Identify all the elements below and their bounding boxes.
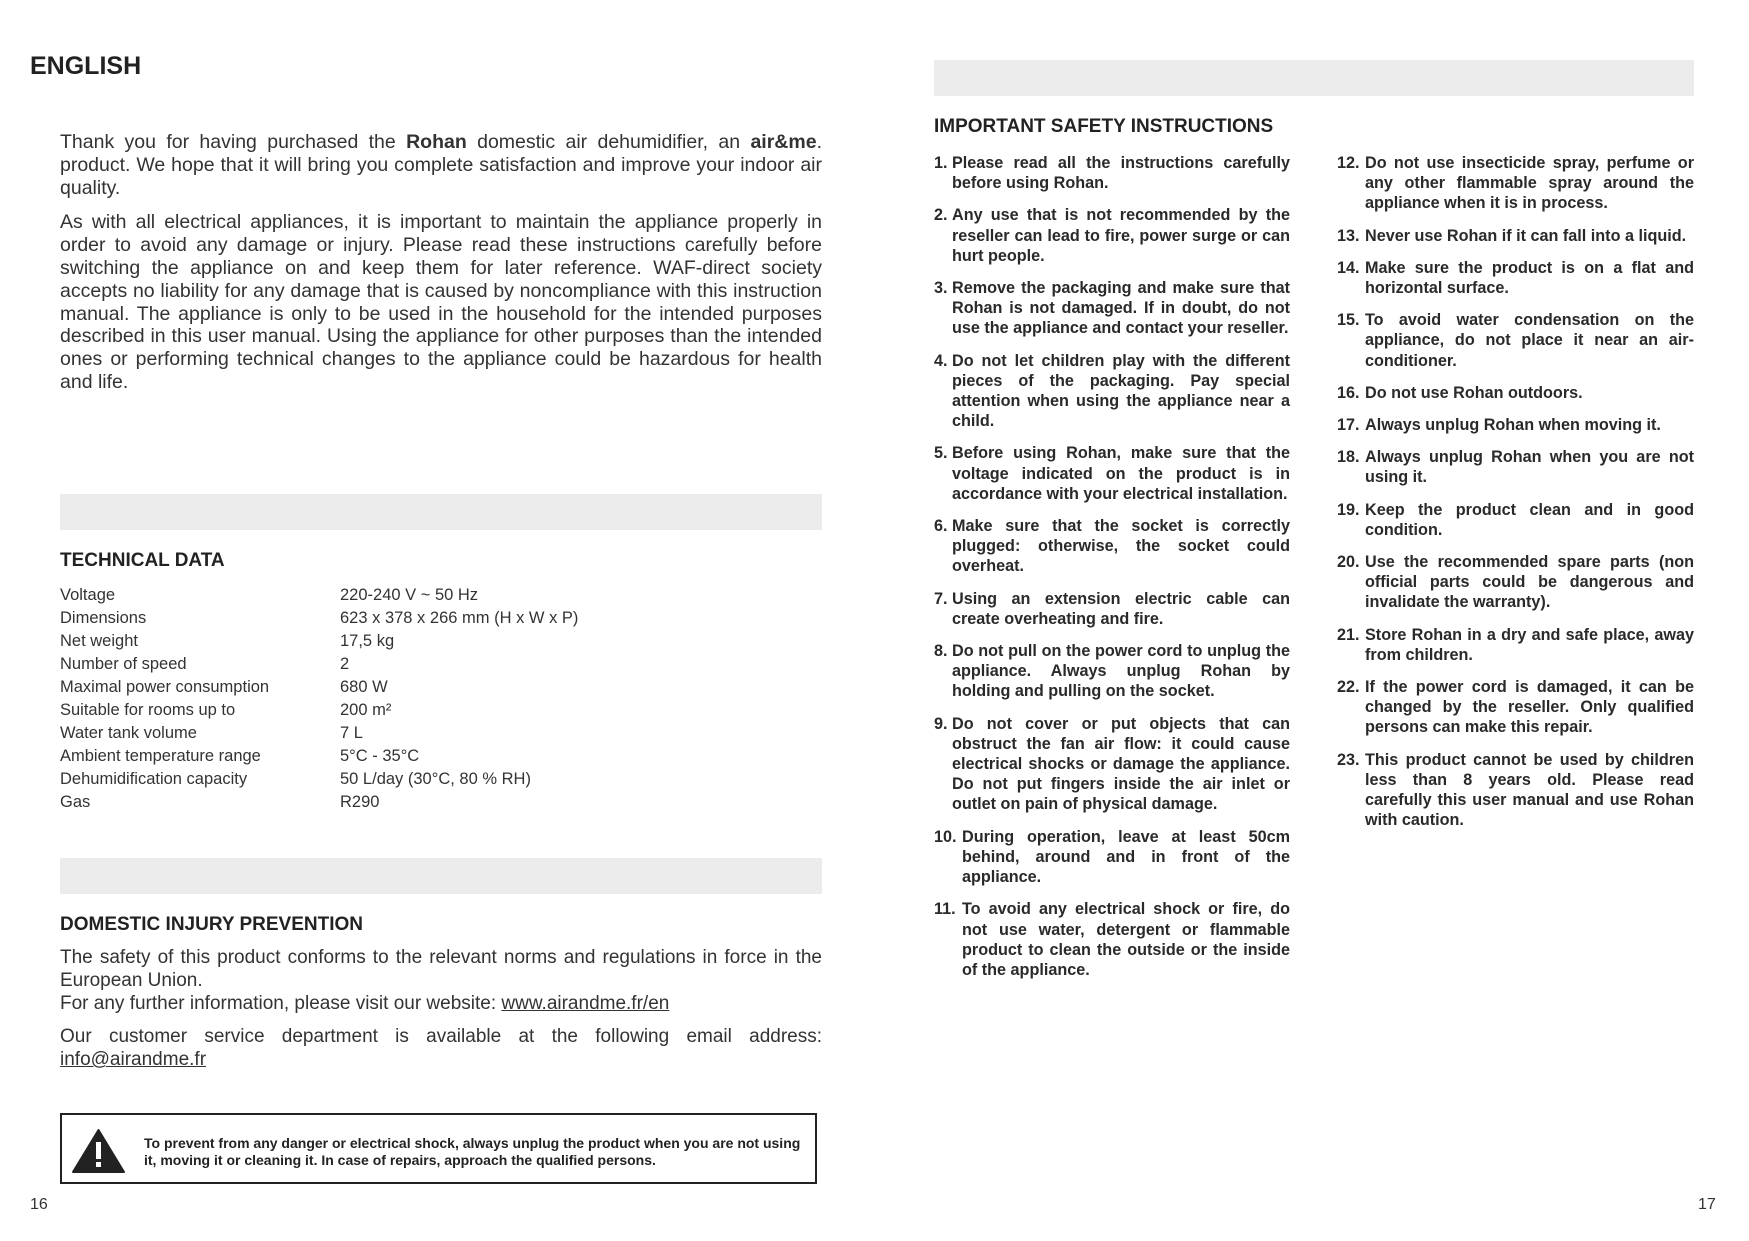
safety-item-number: 9. <box>934 714 948 733</box>
safety-instruction-item <box>1337 677 1694 738</box>
safety-item-text: Any use that is not recommended by the reseller can lead to fire, power surge or can hurt people. <box>952 206 1290 265</box>
tech-label: Dimensions <box>60 609 147 627</box>
safety-item-text: Before using Rohan, make sure that the voltage indicated on the product is in accordance with your electrical installation. <box>952 444 1290 503</box>
safety-item-number: 4. <box>934 351 948 370</box>
safety-item-number: 23. <box>1337 750 1360 769</box>
safety-instruction-item <box>934 714 1290 815</box>
intro-text-part: Thank you for having purchased the <box>60 131 407 153</box>
safety-item-number: 10. <box>934 827 957 846</box>
section-divider-bar <box>60 494 822 530</box>
tech-row <box>60 630 620 653</box>
tech-row <box>60 584 620 607</box>
safety-item-text: Keep the product clean and in good condition. <box>1365 500 1694 539</box>
tech-label: Maximal power consumption <box>60 678 270 696</box>
tech-label: Number of speed <box>60 655 187 673</box>
safety-item-text: During operation, leave at least 50cm behind, around and in front of the appliance. <box>962 827 1290 887</box>
tech-row <box>60 745 620 768</box>
dip-text: Our customer service department is available at the following email address: <box>60 1026 822 1048</box>
tech-label: Suitable for rooms up to <box>60 701 236 719</box>
warning-box <box>60 1113 817 1184</box>
safety-instruction-item <box>1337 383 1694 403</box>
domestic-injury-title: DOMESTIC INJURY PREVENTION <box>60 914 363 935</box>
tech-row <box>60 699 620 722</box>
tech-value: 680 W <box>340 678 388 696</box>
safety-item-text: If the power cord is damaged, it can be changed by the reseller. Only qualified persons can make this repair. <box>1365 678 1694 737</box>
domestic-injury-text <box>60 947 822 1083</box>
safety-instruction-item <box>1337 310 1694 371</box>
safety-item-text: Using an extension electric cable can create overheating and fire. <box>952 589 1290 628</box>
safety-item-text: Do not use insecticide spray, perfume or any other flammable spray around the appliance when it is in process. <box>1365 154 1694 213</box>
safety-item-number: 13. <box>1337 226 1360 245</box>
website-link[interactable]: www.airandme.fr/en <box>501 992 670 1014</box>
tech-value: 5°C - 35°C <box>340 747 420 765</box>
dip-paragraph-2 <box>60 1026 822 1072</box>
safety-item-number: 2. <box>934 206 948 225</box>
page-number-right: 17 <box>1698 1196 1716 1213</box>
product-name: Rohan <box>406 131 467 153</box>
safety-instruction-item <box>1337 415 1694 435</box>
tech-row <box>60 676 620 699</box>
safety-instruction-item <box>1337 226 1694 246</box>
language-heading: ENGLISH <box>30 52 142 80</box>
safety-item-text: Do not cover or put objects that can obstruct the fan air flow: it could cause electrical shocks or damage the appliance. Do not put fingers inside the air inlet or outlet on pain of physical damage. <box>952 714 1290 814</box>
safety-item-number: 8. <box>934 642 948 661</box>
safety-item-text: To avoid any electrical shock or fire, do not use water, detergent or flammable product to clean the outside or the inside of the appliance. <box>962 900 1290 979</box>
safety-item-number: 6. <box>934 517 948 536</box>
safety-instruction-item <box>934 589 1290 629</box>
safety-instruction-item <box>934 899 1290 980</box>
tech-label: Ambient temperature range <box>60 747 261 765</box>
tech-value: R290 <box>340 793 380 811</box>
tech-value: 200 m² <box>340 701 392 719</box>
safety-item-text: Make sure that the socket is correctly plugged: otherwise, the socket could overheat. <box>952 517 1290 576</box>
tech-label: Net weight <box>60 632 138 650</box>
safety-item-text: Store Rohan in a dry and safe place, away from children. <box>1365 625 1694 664</box>
tech-row <box>60 722 620 745</box>
page-number-left: 16 <box>30 1196 48 1213</box>
safety-item-text: Remove the packaging and make sure that Rohan is not damaged. If in doubt, do not use the appliance and contact your reseller. <box>952 279 1290 338</box>
safety-instruction-item <box>1337 750 1694 831</box>
safety-item-number: 3. <box>934 279 948 298</box>
safety-item-number: 15. <box>1337 311 1360 330</box>
safety-instruction-item <box>1337 625 1694 665</box>
tech-label: Gas <box>60 793 91 811</box>
dip-text: For any further information, please visit our website: <box>60 992 502 1014</box>
tech-value: 17,5 kg <box>340 632 395 650</box>
tech-label: Dehumidification capacity <box>60 770 248 788</box>
safety-list-column-2 <box>1337 153 1694 842</box>
safety-item-number: 7. <box>934 589 948 608</box>
safety-instruction-item <box>934 641 1290 702</box>
intro-text-part: domestic air dehumidifier, an <box>466 131 751 153</box>
safety-item-number: 1. <box>934 154 948 172</box>
safety-item-text: Please read all the instructions carefully before using Rohan. <box>952 154 1290 193</box>
tech-value: 2 <box>340 655 350 673</box>
tech-row <box>60 607 620 630</box>
safety-item-text: This product cannot be used by children less than 8 years old. Please read carefully this user manual and use Rohan with caution. <box>1365 750 1694 830</box>
tech-value: 7 L <box>340 724 363 742</box>
safety-instruction-item <box>1337 153 1694 214</box>
safety-item-number: 19. <box>1337 500 1360 519</box>
safety-item-text: Do not pull on the power cord to unplug the appliance. Always unplug Rohan by holding and pulling on the socket. <box>952 642 1290 701</box>
safety-instruction-item <box>1337 552 1694 613</box>
tech-value: 623 x 378 x 266 mm (H x W x P) <box>340 609 579 627</box>
technical-data-table <box>60 584 620 814</box>
safety-item-text: Never use Rohan if it can fall into a liquid. <box>1365 226 1687 245</box>
safety-item-text: Always unplug Rohan when you are not using it. <box>1365 448 1694 487</box>
intro-paragraph-1 <box>60 131 822 199</box>
intro-paragraph-2: As with all electrical appliances, it is important to maintain the appliance properly in order to avoid any damage or injury. Please read these instructions carefully before switching the appliance on and keep them for later reference. WAF-direct society accepts no liability for any damage that is caused by noncompliance with this instruction manual. The appliance is only to be used in the household for the intended purposes described in this user manual. Using the appliance for other purposes than the intended ones or performing technical changes to the appliance could be hazardous for health and life. <box>60 211 822 393</box>
safety-item-number: 20. <box>1337 553 1360 572</box>
safety-item-text: Do not use Rohan outdoors. <box>1365 383 1583 402</box>
email-link[interactable]: info@airandme.fr <box>60 1049 207 1071</box>
safety-instruction-item <box>934 351 1290 432</box>
dip-paragraph-1 <box>60 947 822 1015</box>
safety-item-number: 11. <box>934 900 956 919</box>
warning-text: To prevent from any danger or electrical shock, always unplug the product when you are not using it, moving it or cleaning it. In case of repairs, approach the qualified persons. <box>144 1135 801 1168</box>
safety-item-number: 14. <box>1337 258 1360 277</box>
tech-label: Voltage <box>60 586 116 604</box>
safety-item-text: Always unplug Rohan when moving it. <box>1365 416 1661 435</box>
safety-instruction-item <box>1337 447 1694 487</box>
safety-instruction-item <box>934 153 1290 193</box>
safety-item-number: 22. <box>1337 678 1360 697</box>
safety-item-text: Use the recommended spare parts (non official parts could be dangerous and invalidate the warranty). <box>1365 553 1694 612</box>
safety-item-text: To avoid water condensation on the appliance, do not place it near an air-conditioner. <box>1365 311 1694 370</box>
tech-row <box>60 791 620 814</box>
safety-item-number: 5. <box>934 444 948 463</box>
safety-instruction-item <box>934 278 1290 339</box>
dip-text: The safety of this product conforms to the relevant norms and regulations in force in the European Union. <box>60 947 822 991</box>
safety-instruction-item <box>1337 500 1694 540</box>
intro-text-part: . product. We hope that it will bring you complete satisfaction and improve your indoor air quality. <box>60 131 822 199</box>
brand-name: air&me <box>750 131 817 153</box>
technical-data-title: TECHNICAL DATA <box>60 550 225 571</box>
tech-row <box>60 653 620 676</box>
warning-triangle-icon <box>71 1128 126 1174</box>
safety-item-number: 18. <box>1337 448 1360 467</box>
safety-item-text: Make sure the product is on a flat and horizontal surface. <box>1365 258 1694 298</box>
safety-item-number: 17. <box>1337 416 1360 435</box>
safety-item-number: 12. <box>1337 154 1360 172</box>
intro-text <box>60 131 822 406</box>
tech-value: 220-240 V ~ 50 Hz <box>340 586 479 604</box>
safety-list-column-1 <box>934 153 1290 992</box>
safety-title: IMPORTANT SAFETY INSTRUCTIONS <box>934 116 1274 137</box>
safety-item-number: 21. <box>1337 625 1360 644</box>
safety-item-number: 16. <box>1337 383 1360 402</box>
tech-label: Water tank volume <box>60 724 197 742</box>
safety-item-text: Do not let children play with the different pieces of the packaging. Pay special attention when using the appliance near a child. <box>952 351 1290 431</box>
safety-instruction-item <box>934 205 1290 266</box>
tech-row <box>60 768 620 791</box>
section-divider-bar <box>60 858 822 894</box>
safety-instruction-item <box>1337 258 1694 298</box>
safety-instruction-item <box>934 516 1290 577</box>
tech-value: 50 L/day (30°C, 80 % RH) <box>340 770 531 788</box>
safety-instruction-item <box>934 827 1290 888</box>
safety-instruction-item <box>934 443 1290 504</box>
section-divider-bar <box>934 60 1694 96</box>
